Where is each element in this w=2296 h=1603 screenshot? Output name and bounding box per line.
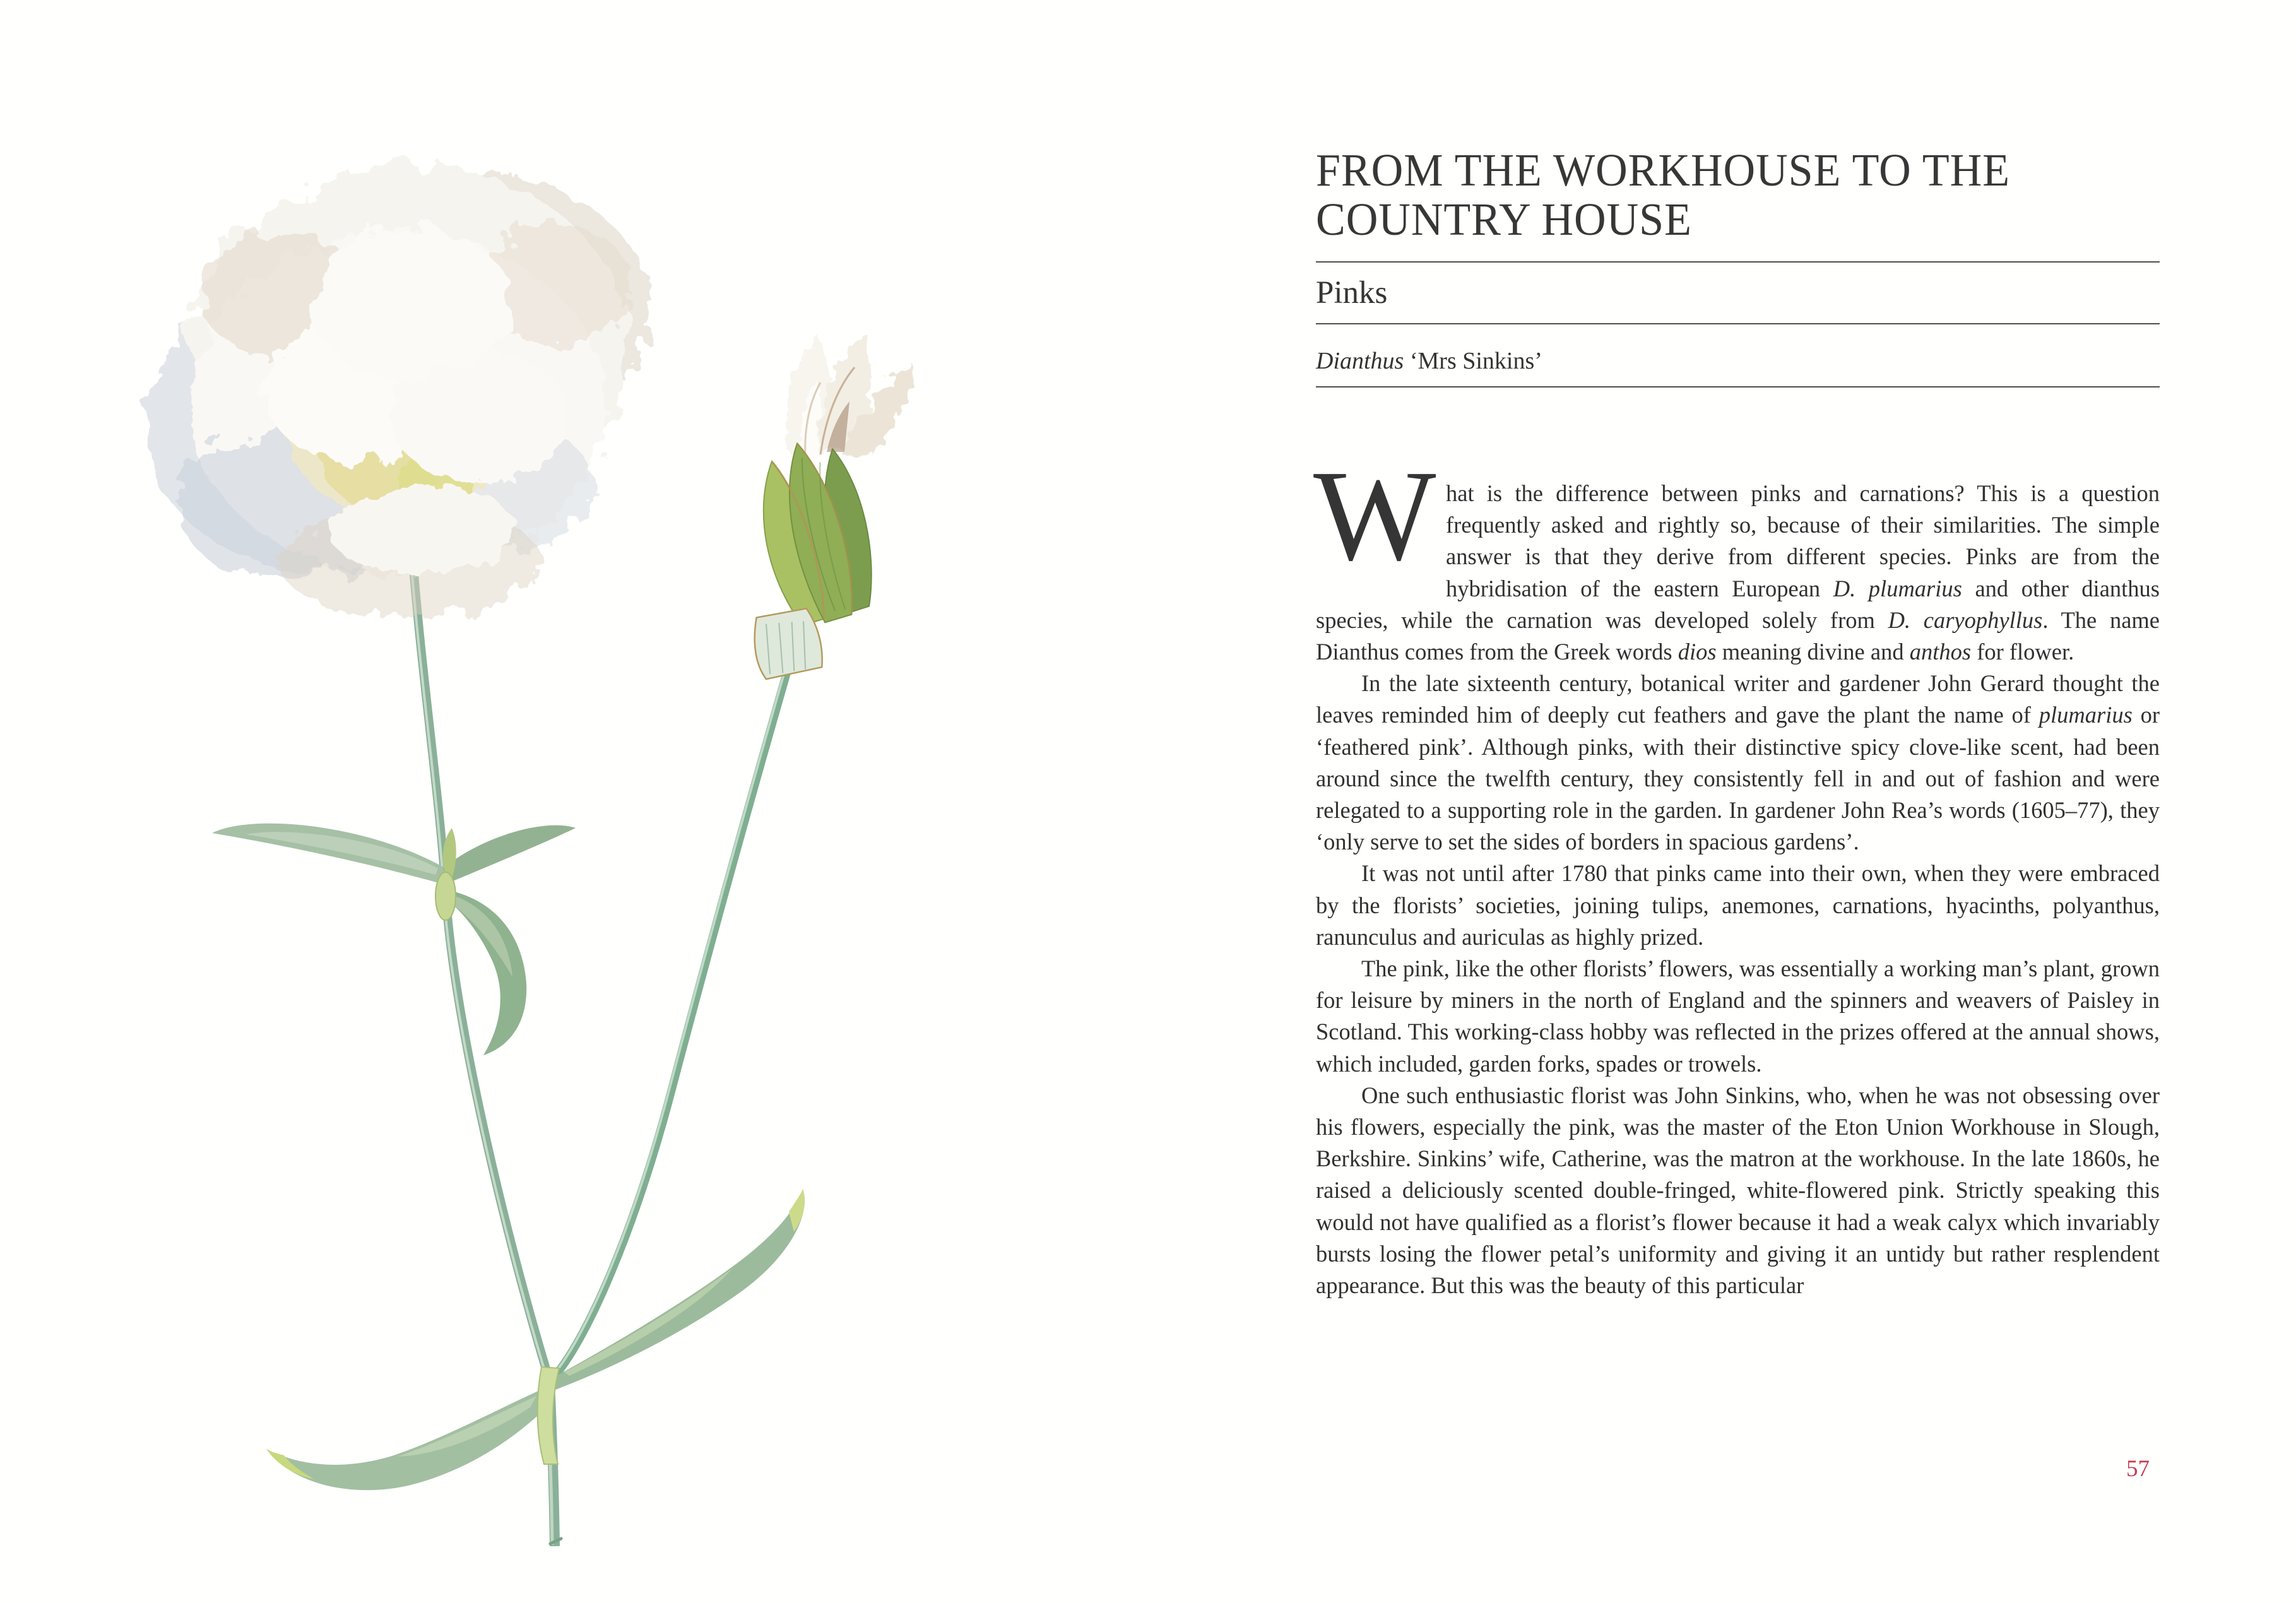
upper-node-leaves: [212, 824, 576, 1055]
paragraph-4: The pink, like the other florists’ flowers, was essentially a working man’s plant, grown for leisure by miners in the north of England and the spinners and weavers of Paisley in Scotland. This working-class hobby was reflected in the prizes offered at the annual shows, which included, garden forks, spades or trowels.: [1316, 955, 2160, 1077]
botanical-illustration: [95, 76, 1073, 1565]
page-title-line-1: FROM THE WORKHOUSE TO THE: [1316, 145, 2010, 196]
page-title: [1316, 146, 2039, 244]
drop-cap: W: [1313, 443, 1436, 588]
body-text: [1316, 478, 2160, 1301]
divider-top: [1316, 261, 2160, 263]
article: [1313, 0, 2160, 1603]
dianthus-illustration-svg: [95, 76, 1073, 1565]
divider-middle: [1316, 323, 2160, 324]
stems: [412, 574, 786, 1546]
page-title-line-2: COUNTRY HOUSE: [1316, 194, 1692, 245]
paragraph-5: One such enthusiastic florist was John Sinkins, who, when he was not obsessing over his flowers, especially the pink, was the master of the Eton Union Workhouse in Slough, Berkshire. Sinkins’ wife, Catherine, was the matron at the workhouse. In the late 1860s, he raised a deliciously scented double-fringed, white-flowered pink. Strictly speaking this would not have qualified as a florist’s flower because it had a weak calyx which invariably bursts losing the flower petal’s uniformity and giving it an untidy but rather resplendent appearance. But this was the beauty of this particular: [1316, 1082, 2160, 1299]
paragraph-3: It was not until after 1780 that pinks came into their own, when they were embraced by the florists’ societies, joining tulips, anemones, carnations, hyacinths, polyanthus, ranunculus and auriculas as highly prized.: [1316, 860, 2160, 950]
section-title: Pinks: [1316, 275, 1388, 311]
divider-bottom: [1316, 386, 2160, 387]
paragraph-1: hat is the difference between pinks and carnations? This is a question frequently asked and rightly so, because of their similarities. The simple answer is that they derive from different species. Pinks are from the hybridisation of the eastern European D. plumarius and other dianthus species, while the carnation was developed solely from D. caryophyllus. The name Dianthus comes from the Greek words dios meaning divine and anthos for flower.: [1316, 478, 2160, 668]
paragraph-2: In the late sixteenth century, botanical writer and gardener John Gerard thought the leaves reminded him of deeply cut feathers and gave the plant the name of plumarius or ‘feathered pink’. Although pinks, with their distinctive spicy clove-like scent, had been around since the twelfth century, they consistently fell in and out of fashion and were relegated to a supporting role in the garden. In gardener John Rea’s words (1605–77), they ‘only serve to set the sides of borders in spacious gardens’.: [1316, 670, 2160, 855]
flower-head: [145, 164, 650, 615]
flower-bud: [745, 333, 913, 683]
species-line: Dianthus ‘Mrs Sinkins’: [1316, 348, 1542, 374]
page-number: 57: [2126, 1456, 2150, 1482]
